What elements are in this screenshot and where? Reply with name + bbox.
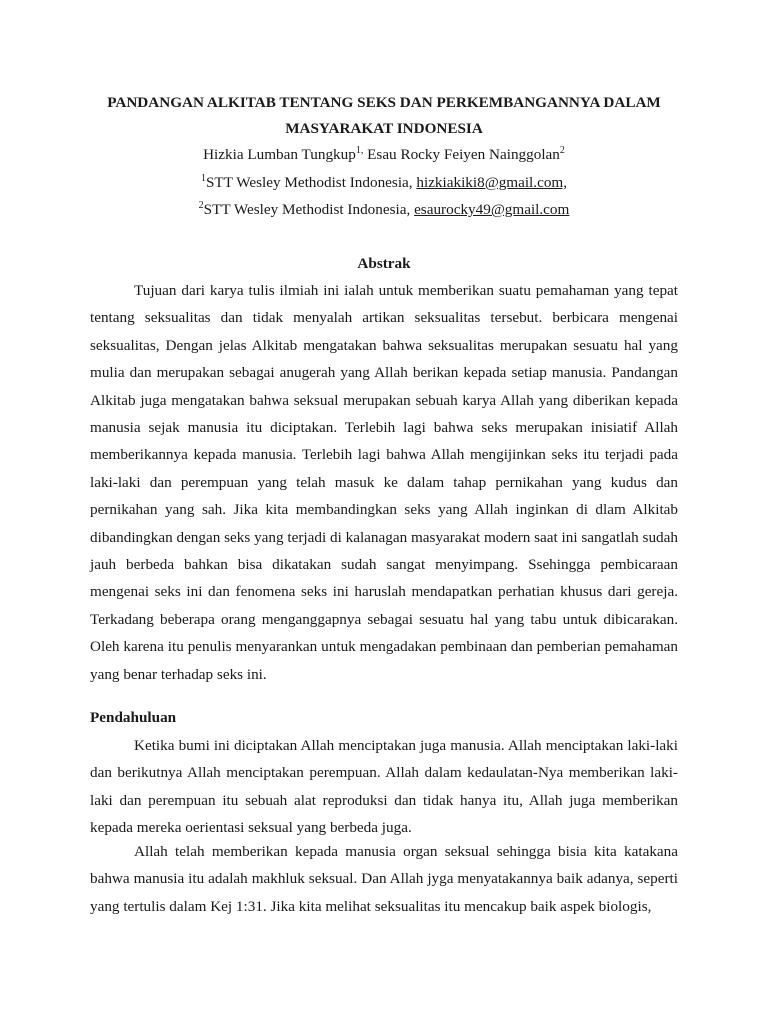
affiliation-line-1 bbox=[40, 173, 728, 193]
affiliation-superscript-1: 1 bbox=[200, 172, 206, 184]
affiliation-line-2 bbox=[40, 200, 728, 220]
affiliation-institution-1: STT Wesley Methodist Indonesia, bbox=[205, 174, 417, 191]
introduction-paragraph-2: Allah telah memberikan kepada manusia organ seksual sehingga bisia kita katakana bahwa manusia itu adalah makhluk seksual. Dan Allah jyga menyatakannya baik adanya, seperti yang tertulis dalam Kej 1:31. Jika kita melihat seksualitas itu mencakup baik aspek biologis, bbox=[90, 843, 678, 915]
author-superscript-2: 2 bbox=[559, 144, 565, 156]
author-name-2: Esau Rocky Feiyen Nainggolan bbox=[363, 146, 560, 163]
paper-title: PANDANGAN ALKITAB TENTANG SEKS DAN PERKEMBANGANNYA DALAM MASYARAKAT INDONESIA bbox=[107, 94, 661, 137]
author-superscript-1: 1, bbox=[355, 144, 364, 156]
author-email-link-2[interactable]: esaurocky49@gmail.com bbox=[414, 201, 570, 218]
abstract-paragraph: Tujuan dari karya tulis ilmiah ini ialah untuk memberikan suatu pemahaman yang tepat tentang seksualitas dan tidak menyalah artikan seksualitas tersebut. berbicara mengenai seksualitas, Dengan jelas Alkitab mengatakan bahwa seksualitas merupakan sesuatu hal yang mulia dan merupakan sebagai anugerah yang Allah berikan kepada setiap manusia. Pandangan Alkitab juga mengatakan bahwa seksual merupakan sebuah karya Allah yang diberikan kepada manusia sejak manusia itu diciptakan. Terlebih lagi bahwa seks merupakan inisiatif Allah memberikannya kepada manusia. Terlebih lagi bahwa Allah mengijinkan seks itu terjadi pada laki-laki dan perempuan yang telah masuk ke dalam tahap pernikahan yang kudus dan pernikahan yang sah. Jika kita membandingkan seks yang Allah inginkan di dlam Alkitab dibandingkan dengan seks yang terjadi di kalanagan masyarakat modern saat ini sangatlah sudah jauh berbeda bahkan bisa dikatakan sudah sangat menyimpang. Ssehingga pembicaraan mengenai seks ini dan fenomena seks ini haruslah mendapatkan perhatian khusus dari gereja. Terkadang beberapa orang menganggapnya sebagai sesuatu hal yang tabu untuk dibicarakan. Oleh karena itu penulis menyarankan untuk mengadakan pembinaan dan pemberian pemahaman yang benar terhadap seks ini. bbox=[90, 282, 678, 683]
author-email-link-1[interactable]: hizkiakiki8@gmail.com, bbox=[416, 174, 568, 191]
author-name-1: Hizkia Lumban Tungkup bbox=[203, 146, 356, 163]
author-line bbox=[40, 145, 728, 165]
abstract-heading: Abstrak bbox=[357, 255, 411, 272]
introduction-paragraph-1: Ketika bumi ini diciptakan Allah menciptakan juga manusia. Allah menciptakan laki-laki dan berikutnya Allah menciptakan perempuan. Allah dalam kedaulatan-Nya memberikan laki-laki dan perempuan itu sebuah alat reproduksi dan tidak hanya itu, Allah juga memberikan kepada mereka oerientasi seksual yang berbeda juga. bbox=[90, 737, 678, 837]
affiliation-institution-2: STT Wesley Methodist Indonesia, bbox=[203, 201, 415, 218]
introduction-heading: Pendahuluan bbox=[90, 709, 177, 726]
affiliation-superscript-2: 2 bbox=[198, 199, 204, 211]
